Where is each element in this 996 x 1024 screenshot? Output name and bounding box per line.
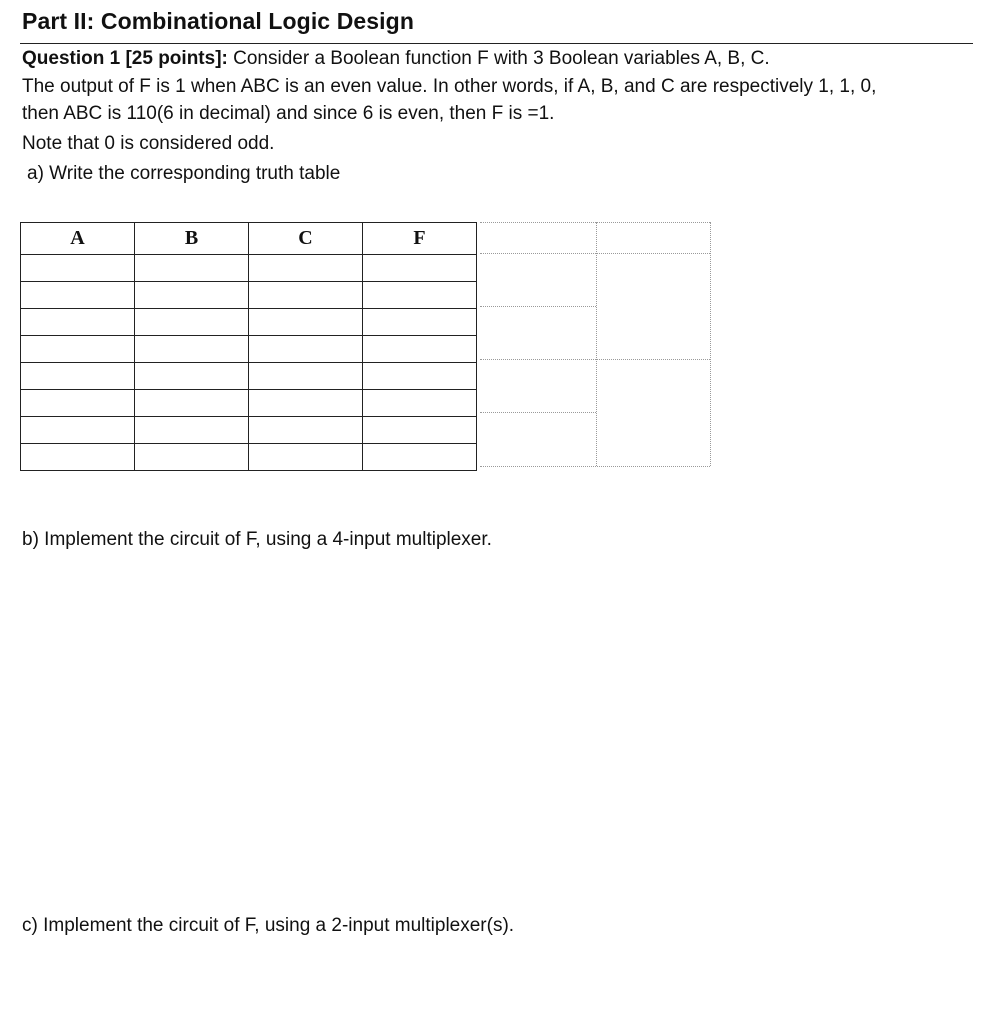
dotted-gridline [480,412,596,413]
header-a: A [21,223,135,255]
cell-f[interactable] [363,390,477,417]
cell-c[interactable] [249,282,363,309]
table-row [21,417,477,444]
cell-a[interactable] [21,417,135,444]
truth-table-header-row [21,223,477,255]
dotted-gridline [480,359,710,360]
table-row [21,309,477,336]
heading-divider [20,43,973,44]
cell-f[interactable] [363,444,477,471]
cell-c[interactable] [249,417,363,444]
cell-b[interactable] [135,390,249,417]
dotted-gridline [480,306,596,307]
cell-f[interactable] [363,336,477,363]
dotted-gridline [596,222,597,466]
dotted-gridline [480,466,710,467]
cell-a[interactable] [21,336,135,363]
cell-c[interactable] [249,336,363,363]
table-row [21,444,477,471]
cell-b[interactable] [135,444,249,471]
dotted-gridline [710,222,711,466]
cell-a[interactable] [21,309,135,336]
truth-table [20,222,477,471]
part-c-prompt: c) Implement the circuit of F, using a 2-input multiplexer(s). [22,915,515,936]
cell-a[interactable] [21,282,135,309]
cell-a[interactable] [21,255,135,282]
section-heading: Part II: Combinational Logic Design [22,8,414,34]
cell-f[interactable] [363,363,477,390]
cell-f[interactable] [363,255,477,282]
question-line-2: The output of F is 1 when ABC is an even value. In other words, if A, B, and C are respectively 1, 1, 0, [22,76,877,97]
header-c: C [249,223,363,255]
cell-b[interactable] [135,363,249,390]
table-row [21,390,477,417]
table-row [21,363,477,390]
part-b-prompt: b) Implement the circuit of F, using a 4-input multiplexer. [22,529,492,550]
cell-a[interactable] [21,390,135,417]
cell-f[interactable] [363,309,477,336]
question-intro: Consider a Boolean function F with 3 Boolean variables A, B, C. [227,48,770,69]
header-b: B [135,223,249,255]
question-line-1 [22,48,770,70]
cell-b[interactable] [135,309,249,336]
table-row [21,255,477,282]
header-f: F [363,223,477,255]
question-label: Question 1 [25 points]: [22,48,228,69]
cell-a[interactable] [21,363,135,390]
part-a-prompt: a) Write the corresponding truth table [27,163,341,184]
cell-c[interactable] [249,255,363,282]
dotted-grid-extension [480,222,710,466]
cell-b[interactable] [135,417,249,444]
dotted-gridline [480,222,710,223]
table-row [21,282,477,309]
question-note: Note that 0 is considered odd. [22,133,275,154]
cell-b[interactable] [135,336,249,363]
cell-f[interactable] [363,282,477,309]
cell-a[interactable] [21,444,135,471]
cell-b[interactable] [135,255,249,282]
cell-f[interactable] [363,417,477,444]
dotted-gridline [480,253,710,254]
table-row [21,336,477,363]
question-line-3: then ABC is 110(6 in decimal) and since 6 is even, then F is =1. [22,103,555,124]
cell-c[interactable] [249,363,363,390]
cell-c[interactable] [249,390,363,417]
cell-c[interactable] [249,309,363,336]
cell-b[interactable] [135,282,249,309]
cell-c[interactable] [249,444,363,471]
